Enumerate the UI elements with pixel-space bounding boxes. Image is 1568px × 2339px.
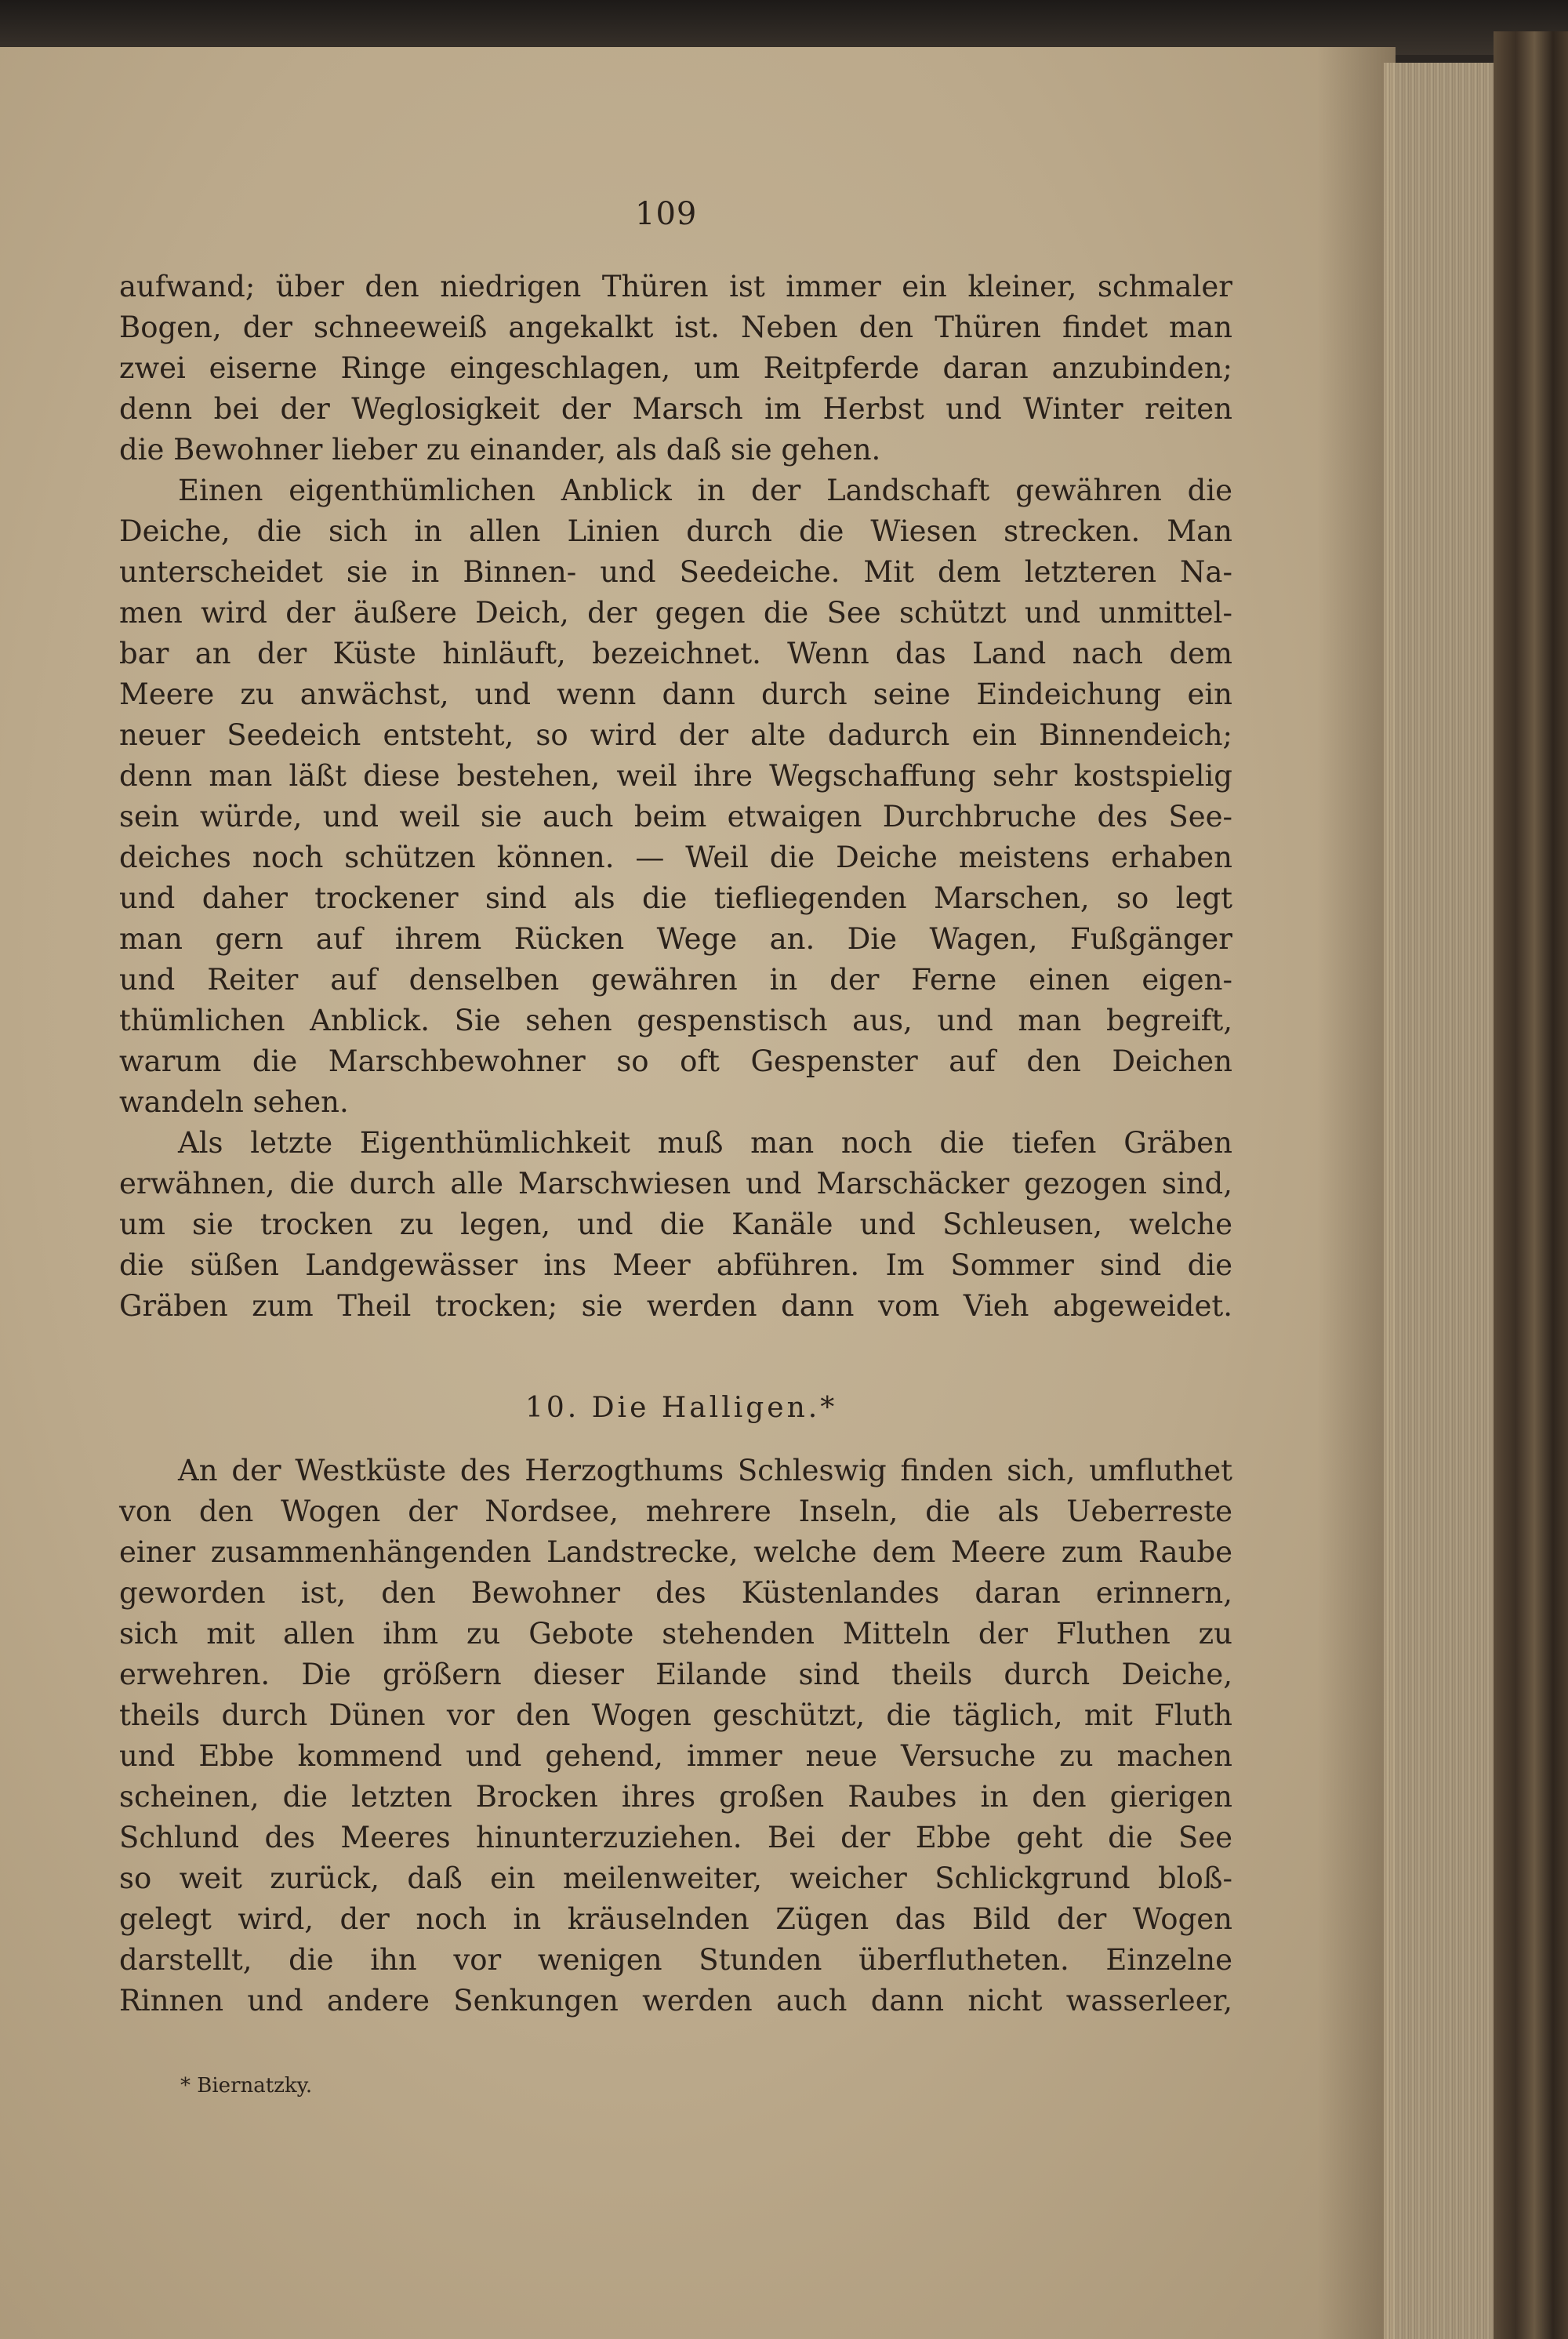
text-line: men wird der äußere Deich, der gegen die See schützt und unmittel-: [119, 596, 1232, 630]
text-line: erwehren. Die größern dieser Eilande sind theils durch Deiche,: [119, 1658, 1232, 1691]
text-line: unterscheidet sie in Binnen- und Seedeiche. Mit dem letzteren Na-: [119, 555, 1232, 589]
text-line: die Bewohner lieber zu einander, als daß sie gehen.: [119, 433, 881, 467]
text-line: deiches noch schützen können. — Weil die Deiche meistens erhaben: [119, 841, 1232, 874]
text-line: Schlund des Meeres hinunterzuziehen. Bei der Ebbe geht die See: [119, 1821, 1232, 1854]
text-line: sein würde, und weil sie auch beim etwaigen Durchbruche des See-: [119, 800, 1232, 834]
text-line: An der Westküste des Herzogthums Schleswig finden sich, umfluthet: [178, 1454, 1232, 1487]
text-line: bar an der Küste hinläuft, bezeichnet. Wenn das Land nach dem: [119, 637, 1232, 670]
footnote: * Biernatzky.: [180, 2074, 313, 2097]
book-cover-right: [1494, 31, 1568, 2339]
text-line: so weit zurück, daß ein meilenweiter, weicher Schlickgrund bloß-: [119, 1861, 1232, 1895]
text-line: theils durch Dünen vor den Wogen geschützt, die täglich, mit Fluth: [119, 1698, 1232, 1732]
text-line: die süßen Landgewässer ins Meer abführen. Im Sommer sind die: [119, 1248, 1232, 1282]
text-line: Meere zu anwächst, und wenn dann durch seine Eindeichung ein: [119, 677, 1232, 711]
page-number: 109: [635, 196, 698, 232]
text-line: Gräben zum Theil trocken; sie werden dann vom Vieh abgeweidet.: [119, 1289, 1232, 1323]
text-line: und Ebbe kommend und gehend, immer neue Versuche zu machen: [119, 1739, 1232, 1773]
text-line: aufwand; über den niedrigen Thüren ist immer ein kleiner, schmaler: [119, 270, 1232, 303]
text-line: gelegt wird, der noch in kräuselnden Zügen das Bild der Wogen: [119, 1902, 1232, 1936]
text-line: Deiche, die sich in allen Linien durch die Wiesen strecken. Man: [119, 514, 1232, 548]
text-line: neuer Seedeich entsteht, so wird der alte dadurch ein Binnendeich;: [119, 718, 1232, 752]
text-line: sich mit allen ihm zu Gebote stehenden Mitteln der Fluthen zu: [119, 1617, 1232, 1651]
text-line: erwähnen, die durch alle Marschwiesen und Marschäcker gezogen sind,: [119, 1167, 1232, 1200]
text-line: und daher trockener sind als die tiefliegenden Marschen, so legt: [119, 881, 1232, 915]
text-line: von den Wogen der Nordsee, mehrere Inseln, die als Ueberreste: [119, 1495, 1232, 1528]
text-line: geworden ist, den Bewohner des Küstenlandes daran erinnern,: [119, 1576, 1232, 1610]
text-line: man gern auf ihrem Rücken Wege an. Die Wagen, Fußgänger: [119, 922, 1232, 956]
section-heading: 10. Die Halligen.*: [525, 1392, 838, 1424]
text-line: Bogen, der schneeweiß angekalkt ist. Neben den Thüren findet man: [119, 311, 1232, 344]
text-line: zwei eiserne Ringe eingeschlagen, um Reitpferde daran anzubinden;: [119, 351, 1232, 385]
text-line: denn man läßt diese bestehen, weil ihre Wegschaffung sehr kostspielig: [119, 759, 1232, 793]
page-edges: [1384, 63, 1501, 2339]
text-line: einer zusammenhängenden Landstrecke, welche dem Meere zum Raube: [119, 1535, 1232, 1569]
text-line: Rinnen und andere Senkungen werden auch dann nicht wasserleer,: [119, 1984, 1232, 2018]
text-line: Einen eigenthümlichen Anblick in der Landschaft gewähren die: [178, 474, 1232, 507]
text-line: scheinen, die letzten Brocken ihres großen Raubes in den gierigen: [119, 1780, 1232, 1814]
text-line: um sie trocken zu legen, und die Kanäle und Schleusen, welche: [119, 1208, 1232, 1241]
text-line: thümlichen Anblick. Sie sehen gespenstisch aus, und man begreift,: [119, 1004, 1232, 1037]
text-line: und Reiter auf denselben gewähren in der Ferne einen eigen-: [119, 963, 1232, 997]
text-line: darstellt, die ihn vor wenigen Stunden überflutheten. Einzelne: [119, 1943, 1232, 1977]
text-line: wandeln sehen.: [119, 1085, 349, 1119]
text-line: denn bei der Weglosigkeit der Marsch im Herbst und Winter reiten: [119, 392, 1232, 426]
text-line: warum die Marschbewohner so oft Gespenster auf den Deichen: [119, 1044, 1232, 1078]
text-line: Als letzte Eigenthümlichkeit muß man noch die tiefen Gräben: [178, 1126, 1232, 1160]
